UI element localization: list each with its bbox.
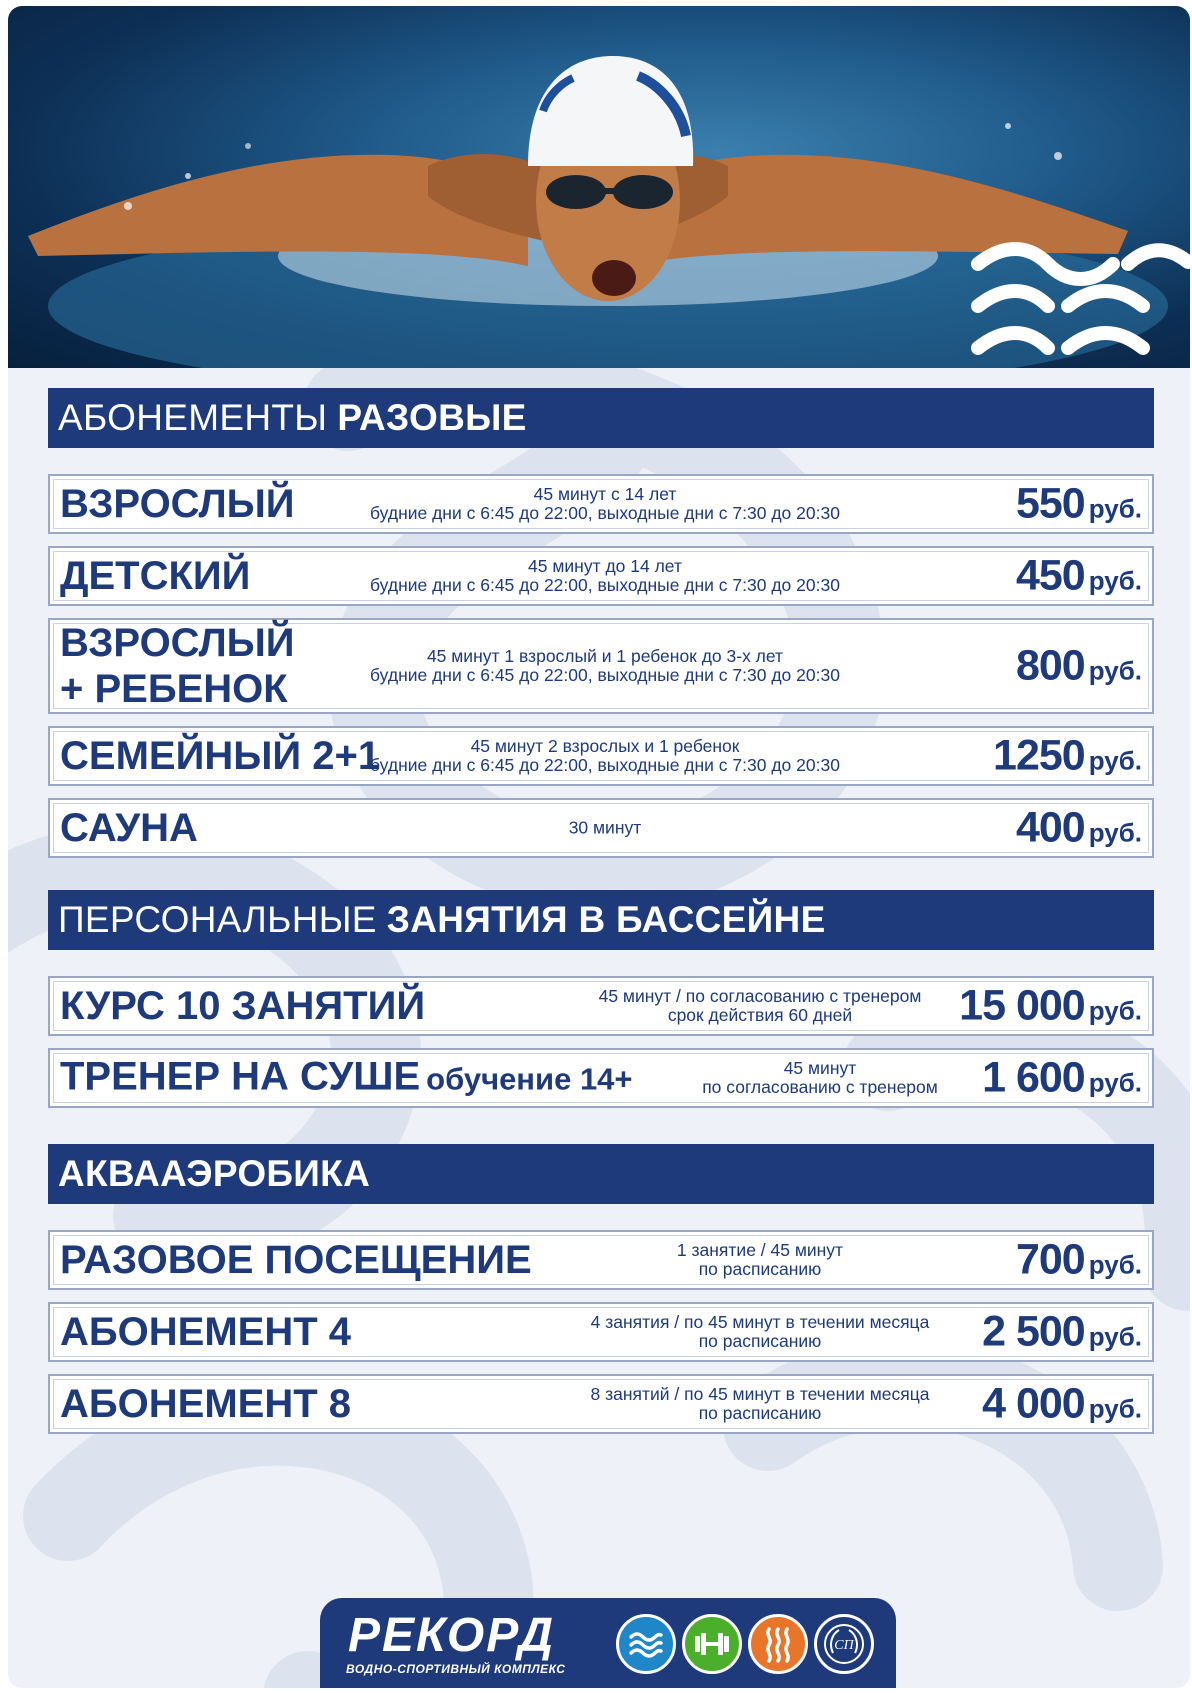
row-desc-line1: 8 занятий / по 45 минут в течении месяца bbox=[590, 1384, 930, 1404]
brand-name: РЕКОРД bbox=[348, 1609, 556, 1662]
row-desc-line1: 45 минут / по согласованию с тренером bbox=[598, 986, 922, 1006]
row-desc-line2: будние дни с 6:45 до 22:00, выходные дни с 7:30 до 20:30 bbox=[370, 665, 840, 685]
price-value: 400 bbox=[1015, 803, 1085, 852]
dumbbell-icon bbox=[682, 1614, 742, 1674]
price-value: 550 bbox=[1015, 479, 1085, 528]
row-name-sub: обучение 14+ bbox=[426, 1061, 633, 1097]
row-description bbox=[670, 1059, 970, 1097]
price-row-family bbox=[48, 726, 1154, 786]
row-desc-line1: 1 занятие / 45 минут bbox=[676, 1240, 844, 1260]
swimmer-illustration bbox=[8, 6, 1190, 368]
row-desc-line1: 45 минут 1 взрослый и 1 ребенок до 3-х лет bbox=[426, 646, 784, 666]
row-price bbox=[982, 1380, 1142, 1429]
price-row-pass-8 bbox=[48, 1374, 1154, 1434]
row-price bbox=[959, 982, 1142, 1031]
row-desc-line2: будние дни с 6:45 до 22:00, выходные дни с 7:30 до 20:30 bbox=[370, 503, 840, 523]
section-title-bold: РАЗОВЫЕ bbox=[337, 397, 527, 438]
row-description bbox=[345, 485, 865, 523]
section-title-bold: ЗАНЯТИЯ В БАССЕЙНЕ bbox=[386, 899, 826, 940]
row-description bbox=[560, 1313, 960, 1351]
row-description bbox=[345, 819, 865, 838]
sauna-icon bbox=[748, 1614, 808, 1674]
price-row-child bbox=[48, 546, 1154, 606]
row-price bbox=[1016, 1236, 1142, 1285]
row-price bbox=[982, 1308, 1142, 1357]
row-desc-line1: 45 минут 2 взрослых и 1 ребенок bbox=[470, 736, 740, 756]
price-row-sauna bbox=[48, 798, 1154, 858]
row-price bbox=[993, 732, 1142, 781]
price-currency: руб. bbox=[1088, 1249, 1142, 1280]
row-name-main: ТРЕНЕР НА СУШЕ bbox=[60, 1054, 421, 1099]
hero-swimmer-image bbox=[8, 6, 1190, 368]
price-value: 700 bbox=[1015, 1235, 1085, 1284]
price-row-adult bbox=[48, 474, 1154, 534]
section-title-light: ПЕРСОНАЛЬНЫЕ bbox=[58, 899, 377, 940]
row-desc-line2: по расписанию bbox=[698, 1259, 822, 1279]
row-price bbox=[982, 1054, 1142, 1103]
price-row-single-visit bbox=[48, 1230, 1154, 1290]
row-description bbox=[560, 1385, 960, 1423]
row-desc-line2: срок действия 60 дней bbox=[667, 1005, 853, 1025]
emblem-icon bbox=[814, 1614, 874, 1674]
row-description bbox=[345, 647, 865, 685]
price-currency: руб. bbox=[1088, 565, 1142, 596]
svg-text:СП: СП bbox=[834, 1638, 854, 1653]
row-name: ВЗРОСЛЫЙ bbox=[60, 482, 295, 526]
price-sheet bbox=[8, 6, 1190, 1688]
waves-icon bbox=[616, 1614, 676, 1674]
price-currency: руб. bbox=[1088, 995, 1142, 1026]
row-name bbox=[60, 1054, 633, 1103]
price-row-adult-child bbox=[48, 618, 1154, 714]
brand-subtitle: ВОДНО-СПОРТИВНЫЙ КОМПЛЕКС bbox=[346, 1662, 566, 1676]
row-name: СЕМЕЙНЫЙ 2+1 bbox=[60, 734, 381, 778]
price-currency: руб. bbox=[1088, 817, 1142, 848]
price-currency: руб. bbox=[1088, 1321, 1142, 1352]
section-header-single bbox=[48, 388, 1154, 448]
row-name: АБОНЕМЕНТ 8 bbox=[60, 1382, 351, 1426]
row-desc-line2: будние дни с 6:45 до 22:00, выходные дни с 7:30 до 20:30 bbox=[370, 575, 840, 595]
price-row-course-10 bbox=[48, 976, 1154, 1036]
row-name: КУРС 10 ЗАНЯТИЙ bbox=[60, 984, 426, 1028]
price-value: 450 bbox=[1015, 551, 1085, 600]
row-price bbox=[1016, 804, 1142, 853]
price-value: 4 000 bbox=[982, 1379, 1085, 1428]
price-row-pass-4 bbox=[48, 1302, 1154, 1362]
row-name: ДЕТСКИЙ bbox=[60, 554, 251, 598]
section-header-personal bbox=[48, 890, 1154, 950]
price-currency: руб. bbox=[1088, 655, 1142, 686]
row-price bbox=[1016, 642, 1142, 691]
row-name: ВЗРОСЛЫЙ + РЕБЕНОК bbox=[60, 621, 295, 711]
price-currency: руб. bbox=[1088, 1393, 1142, 1424]
row-description bbox=[345, 557, 865, 595]
price-row-dryland-trainer bbox=[48, 1048, 1154, 1108]
row-price bbox=[1016, 480, 1142, 529]
row-desc-line2: по расписанию bbox=[698, 1403, 822, 1423]
row-desc-line1: 45 минут с 14 лет bbox=[533, 484, 677, 504]
row-name: АБОНЕМЕНТ 4 bbox=[60, 1310, 351, 1354]
price-currency: руб. bbox=[1088, 1067, 1142, 1098]
row-desc-line2: будние дни с 6:45 до 22:00, выходные дни с 7:30 до 20:30 bbox=[370, 755, 840, 775]
row-name: РАЗОВОЕ ПОСЕЩЕНИЕ bbox=[60, 1238, 532, 1282]
row-description bbox=[560, 987, 960, 1025]
row-desc-line2: по согласованию с тренером bbox=[702, 1077, 938, 1097]
row-description bbox=[610, 1241, 910, 1279]
price-value: 2 500 bbox=[982, 1307, 1085, 1356]
row-price bbox=[1016, 552, 1142, 601]
price-value: 1 600 bbox=[982, 1053, 1085, 1102]
row-desc-line1: 30 минут bbox=[568, 817, 642, 838]
section-title-bold: АКВААЭРОБИКА bbox=[58, 1153, 371, 1194]
row-desc-line2: по расписанию bbox=[698, 1331, 822, 1351]
price-value: 800 bbox=[1015, 641, 1085, 690]
price-value: 1250 bbox=[993, 731, 1085, 780]
footer-brand-logo bbox=[320, 1598, 896, 1688]
price-currency: руб. bbox=[1088, 745, 1142, 776]
row-desc-line1: 4 занятия / по 45 минут в течении месяца bbox=[590, 1312, 930, 1332]
row-description bbox=[345, 737, 865, 775]
row-name: САУНА bbox=[60, 806, 198, 850]
row-desc-line1: 45 минут до 14 лет bbox=[528, 556, 682, 576]
section-header-aqua bbox=[48, 1144, 1154, 1204]
price-currency: руб. bbox=[1088, 493, 1142, 524]
row-desc-line1: 45 минут bbox=[783, 1058, 857, 1078]
section-title-light: АБОНЕМЕНТЫ bbox=[58, 397, 328, 438]
price-value: 15 000 bbox=[959, 981, 1085, 1030]
